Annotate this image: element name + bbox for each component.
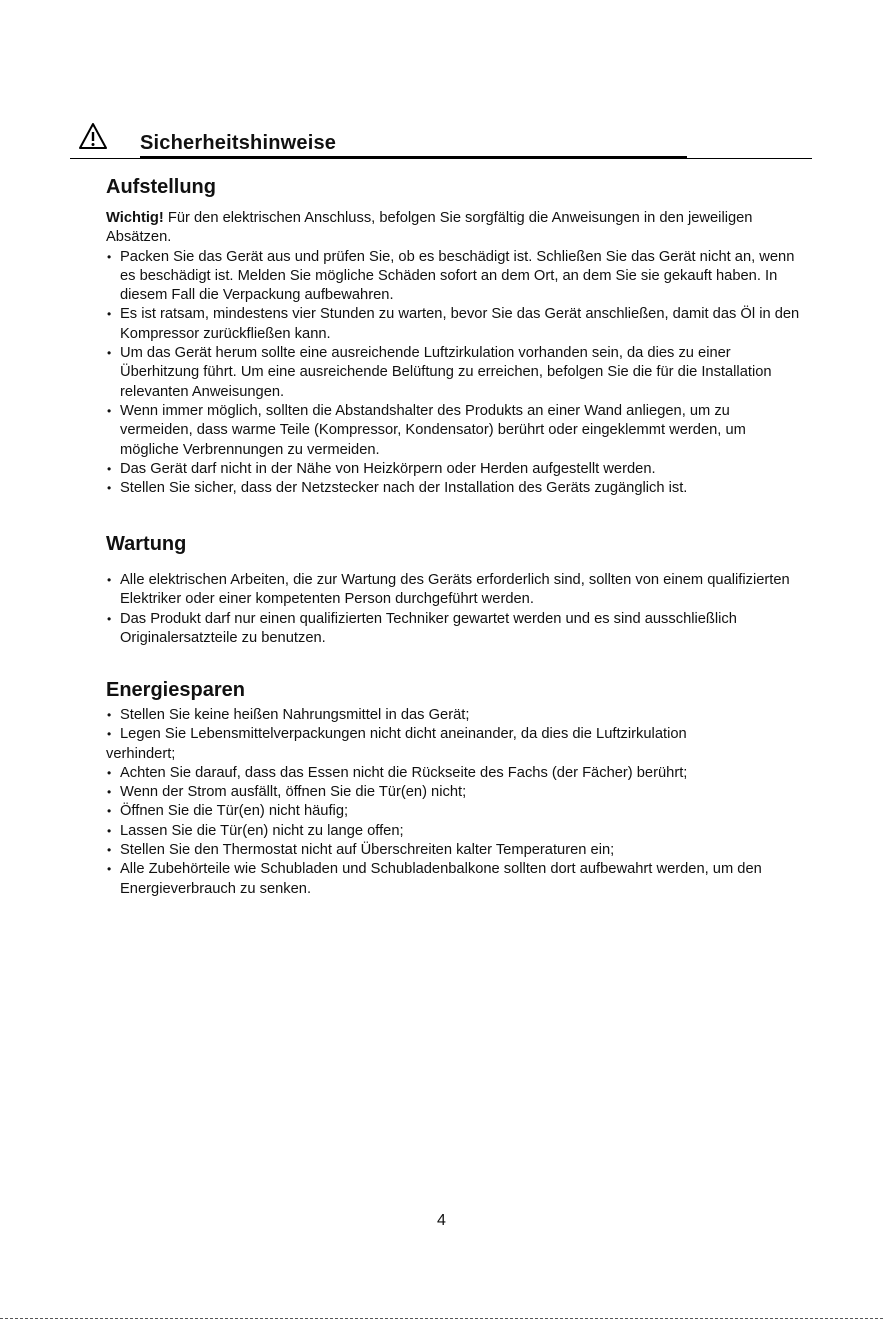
list-item: • Das Produkt darf nur einen qualifizierten Techniker gewartet werden und es sind ausschließlich Originalersatzteile zu benutzen. (106, 610, 806, 649)
list-item: • Das Gerät darf nicht in der Nähe von Heizkörpern oder Herden aufgestellt werden. (106, 460, 806, 479)
list-item: • Öffnen Sie die Tür(en) nicht häufig; (106, 802, 806, 821)
list-item: • Alle Zubehörteile wie Schubladen und Schubladenbalkone sollten dort aufbewahrt werden, um den Energieverbrauch zu senken. (106, 860, 806, 899)
page-title: Sicherheitshinweise (140, 132, 687, 158)
intro-paragraph (106, 209, 806, 248)
list-item: • Alle elektrischen Arbeiten, die zur Wartung des Geräts erforderlich sind, sollten von einem qualifizierten Elektriker oder einer kompetenten Person durchgeführt werden. (106, 571, 806, 610)
list-item: • Packen Sie das Gerät aus und prüfen Sie, ob es beschädigt ist. Schließen Sie das Gerät nicht an, wenn es beschädigt ist. Melden Sie mögliche Schäden sofort an dem Ort, an dem Sie sie gekauft haben. In diesem Fall die Verpackung aufbewahren. (106, 248, 806, 306)
list-item: • Es ist ratsam, mindestens vier Stunden zu warten, bevor Sie das Gerät anschließen, damit das Öl in den Kompressor zurückfließen kann. (106, 305, 806, 344)
list-item: • Achten Sie darauf, dass das Essen nicht die Rückseite des Fachs (der Fächer) berührt; (106, 764, 806, 783)
section-energiesparen (106, 706, 806, 899)
page-header (70, 118, 812, 159)
list-item: • Lassen Sie die Tür(en) nicht zu lange offen; (106, 822, 806, 841)
section-title-wartung: Wartung (106, 533, 187, 555)
list-item: • Stellen Sie den Thermostat nicht auf Überschreiten kalter Temperaturen ein; (106, 841, 806, 860)
list-item: • Wenn immer möglich, sollten die Abstandshalter des Produkts an einer Wand anliegen, um zu vermeiden, dass warme Teile (Kompressor, Kondensator) berührt oder eingeklemmt werden, um mögliche Verbrennungen zu vermeiden. (106, 402, 806, 460)
aufstellung-list (106, 248, 806, 499)
list-item: • Wenn der Strom ausfällt, öffnen Sie die Tür(en) nicht; (106, 783, 806, 802)
intro-bold: Wichtig! (106, 210, 164, 226)
section-title-aufstellung: Aufstellung (106, 176, 216, 198)
section-title-energiesparen: Energiesparen (106, 679, 245, 701)
list-item: • Legen Sie Lebensmittelverpackungen nicht dicht aneinander, da dies die Luftzirkulation (106, 725, 806, 744)
list-item-continuation: verhindert; (106, 745, 176, 762)
energiesparen-list (106, 706, 806, 899)
intro-text: Für den elektrischen Anschluss, befolgen Sie sorgfältig die Anweisungen in den jeweiligen Absätzen. (106, 210, 753, 246)
section-wartung (106, 571, 806, 648)
list-item: • Stellen Sie sicher, dass der Netzstecker nach der Installation des Geräts zugänglich ist. (106, 479, 806, 498)
wartung-list (106, 571, 806, 648)
list-item: • Stellen Sie keine heißen Nahrungsmittel in das Gerät; (106, 706, 806, 725)
section-aufstellung (106, 209, 806, 498)
bottom-divider (0, 1318, 883, 1319)
list-item: • Um das Gerät herum sollte eine ausreichende Luftzirkulation vorhanden sein, da dies zu einer Überhitzung führt. Um eine ausreichende Belüftung zu erreichen, befolgen Sie die für die Installation relevanten Anweisungen. (106, 344, 806, 402)
page-number: 4 (437, 1212, 446, 1229)
warning-triangle-icon (78, 122, 108, 150)
